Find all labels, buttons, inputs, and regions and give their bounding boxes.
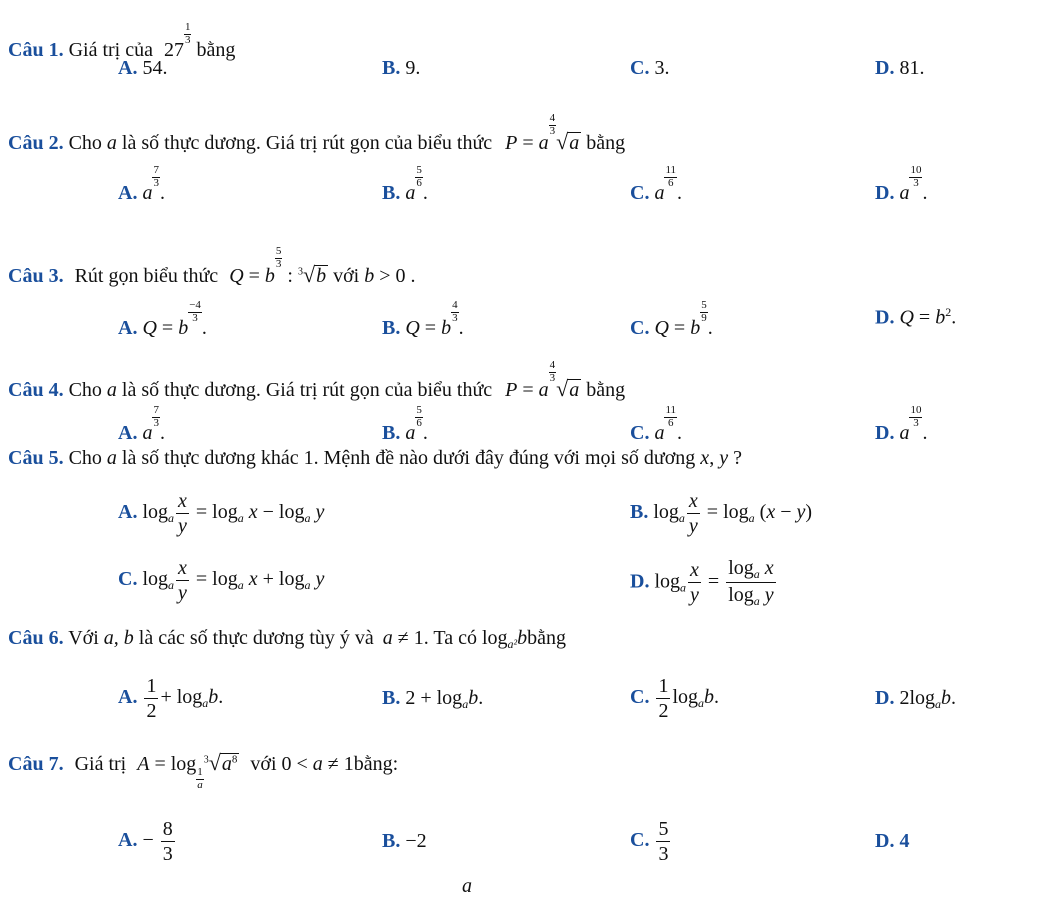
question-3-option-b[interactable]: B. Q = b $^{\frac{4}{3}}$ . [382, 299, 464, 340]
question-4-option-d[interactable]: D. a $^{\frac{10}{3}}$ . [875, 404, 928, 445]
question-5-option-c[interactable]: C. $\log_a$ $\frac{x}{y}$ = $\log_a x + \log_a y$ [118, 557, 325, 604]
question-1-option-a[interactable]: A. 54. [118, 57, 168, 79]
question-7-option-b[interactable]: B. −2 [382, 830, 427, 852]
question-5-stem: Câu 5. Cho a là số thực dương khác 1. Mệnh đề nào dưới đây đúng với mọi số dương x, y ? [8, 447, 742, 469]
question-3-option-c[interactable]: C. Q = b $^{\frac{5}{9}}$ . [630, 299, 713, 340]
question-6-option-c[interactable]: C. $\frac{1}{2}$ $\log_ab$. [630, 675, 720, 722]
question-2-option-a[interactable]: A. a $^{\frac{7}{3}}$ . [118, 164, 165, 205]
question-3-option-a[interactable]: A. Q = b $^{\frac{-4}{3}}$ . [118, 299, 207, 340]
question-label: Câu 7. [8, 753, 64, 775]
question-2-option-b[interactable]: B. a $^{\frac{5}{6}}$ . [382, 164, 428, 205]
question-6-option-b[interactable]: B. $2 + \log_ab$. [382, 687, 484, 711]
question-5-option-d[interactable]: D. $\log_a$ $\frac{x}{y}$ = $\frac{\log_a x}{\log_a y}$ [630, 557, 774, 609]
question-4-stem: Câu 4. Cho a là số thực dương. Giá trị rút gọn của biểu thức P = a $^{\frac{4}{3}}$ √a bằng [8, 359, 626, 402]
question-4-option-a[interactable]: A. a $^{\frac{7}{3}}$ . [118, 404, 165, 445]
question-1-option-c[interactable]: C. 3. [630, 57, 670, 79]
question-6-stem: Câu 6. Với a, b là các số thực dương tùy ý và a ≠ 1. Ta có $\log_{a^2}bbằng$ [8, 627, 567, 651]
question-7-option-d[interactable]: D. 4 [875, 830, 910, 852]
question-1-option-b[interactable]: B. 9. [382, 57, 421, 79]
question-4-option-b[interactable]: B. a $^{\frac{5}{6}}$ . [382, 404, 428, 445]
question-7-stem: Câu 7. Giá trị A = log $_{\frac{1}{a}}$ $^3√a^8$ với 0 < a ≠ 1bằng: [8, 750, 399, 791]
question-5-option-b[interactable]: B. $\log_a$ $\frac{x}{y}$ = $\log_a (x - y)$ [630, 490, 813, 537]
question-label: Câu 6. [8, 627, 64, 649]
question-4-option-c[interactable]: C. a $^{\frac{11}{6}}$ . [630, 404, 683, 445]
cut-off-text: a [462, 875, 472, 897]
question-5-option-a[interactable]: A. $\log_a$ $\frac{x}{y}$ = $\log_a x - \log_a y$ [118, 490, 325, 537]
question-7-option-a[interactable]: A. − $\frac{8}{3}$ [118, 818, 173, 865]
question-label: Câu 4. [8, 379, 64, 402]
question-3-stem: Câu 3. Rút gọn biểu thức Q = b $^{\frac{5}{3}}$ : $^3$√b với b > 0 . [8, 245, 416, 288]
question-6-option-d[interactable]: D. $2\log_ab$. [875, 687, 957, 711]
question-1-option-d[interactable]: D. 81. [875, 57, 925, 79]
question-2-stem: Câu 2. Cho a là số thực dương. Giá trị rút gọn của biểu thức P = a $^{\frac{4}{3}}$ √a bằng [8, 112, 626, 155]
question-label: Câu 1. [8, 39, 64, 62]
question-6-option-a[interactable]: A. $\frac{1}{2}$ + $\log_ab$. [118, 675, 224, 722]
question-3-option-d[interactable]: D. $Q = b^2$. [875, 305, 957, 329]
question-1-stem: Câu 1. Giá trị của 27 $^{\frac{1}{3}}$ bằng [8, 21, 236, 62]
question-2-option-c[interactable]: C. a $^{\frac{11}{6}}$ . [630, 164, 683, 205]
question-label: Câu 3. [8, 265, 64, 288]
question-label: Câu 2. [8, 132, 64, 155]
question-label: Câu 5. [8, 447, 64, 469]
question-2-option-d[interactable]: D. a $^{\frac{10}{3}}$ . [875, 164, 928, 205]
question-7-option-c[interactable]: C. $\frac{5}{3}$ [630, 818, 669, 865]
